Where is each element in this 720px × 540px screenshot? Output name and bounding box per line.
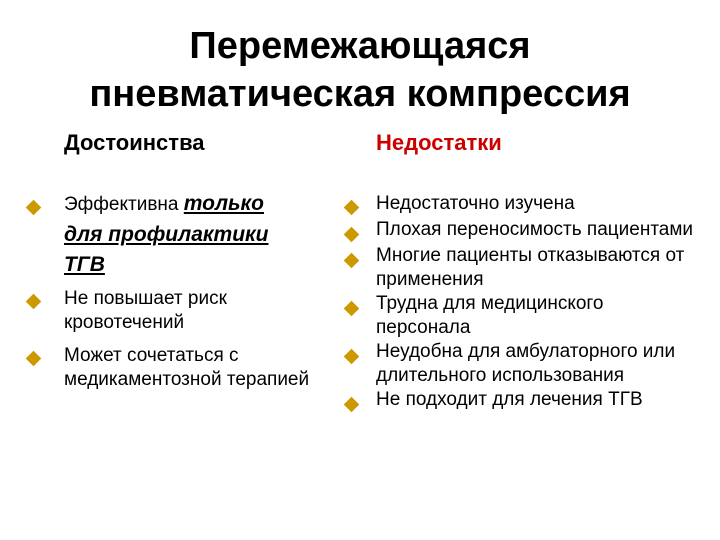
disadvantage-item-5-line2: длительного использования <box>376 365 625 386</box>
slide-title <box>0 22 720 118</box>
advantage-item-2-line2: кровотечений <box>64 312 185 333</box>
disadvantage-item-4-line1: Трудна для медицинского <box>376 293 604 314</box>
advantage-item-1-emphasis-2: для профилактики <box>64 223 269 246</box>
disadvantage-item-3 <box>376 244 716 292</box>
disadvantage-item-5 <box>376 340 716 388</box>
diamond-bullet-icon <box>344 200 360 216</box>
advantage-item-1-emphasis-3: ТГВ <box>64 253 105 276</box>
advantages-heading: Достоинства <box>64 130 205 155</box>
advantage-item-3-line2: медикаментозной терапией <box>64 369 310 390</box>
advantage-item-1-emphasis: только <box>183 192 264 215</box>
diamond-bullet-icon <box>344 253 360 269</box>
disadvantage-item-3-line2: применения <box>376 269 484 290</box>
disadvantage-item-3-line1: Многие пациенты отказываются от <box>376 245 685 266</box>
diamond-bullet-icon <box>26 351 42 367</box>
disadvantage-item-1: Недостаточно изучена <box>376 193 575 214</box>
diamond-bullet-icon <box>26 294 42 310</box>
diamond-bullet-icon <box>344 301 360 317</box>
disadvantages-heading: Недостатки <box>376 130 502 155</box>
advantage-item-1 <box>64 192 334 277</box>
advantage-item-1-text: Эффективна <box>64 194 184 215</box>
title-line-2: пневматическая компрессия <box>89 73 631 115</box>
advantage-item-2-line1: Не повышает риск <box>64 288 227 309</box>
advantage-item-3 <box>64 344 334 392</box>
disadvantage-item-6: Не подходит для лечения ТГВ <box>376 389 643 410</box>
advantage-item-2 <box>64 287 334 335</box>
diamond-bullet-icon <box>26 200 42 216</box>
disadvantage-item-4-line2: персонала <box>376 317 471 338</box>
disadvantage-item-4 <box>376 292 716 340</box>
disadvantage-item-2: Плохая переносимость пациентами <box>376 219 694 240</box>
title-line-1: Перемежающаяся <box>189 25 531 67</box>
disadvantage-item-5-line1: Неудобна для амбулаторного или <box>376 341 676 362</box>
diamond-bullet-icon <box>344 397 360 413</box>
advantage-item-3-line1: Может сочетаться с <box>64 345 239 366</box>
diamond-bullet-icon <box>344 227 360 243</box>
diamond-bullet-icon <box>344 349 360 365</box>
